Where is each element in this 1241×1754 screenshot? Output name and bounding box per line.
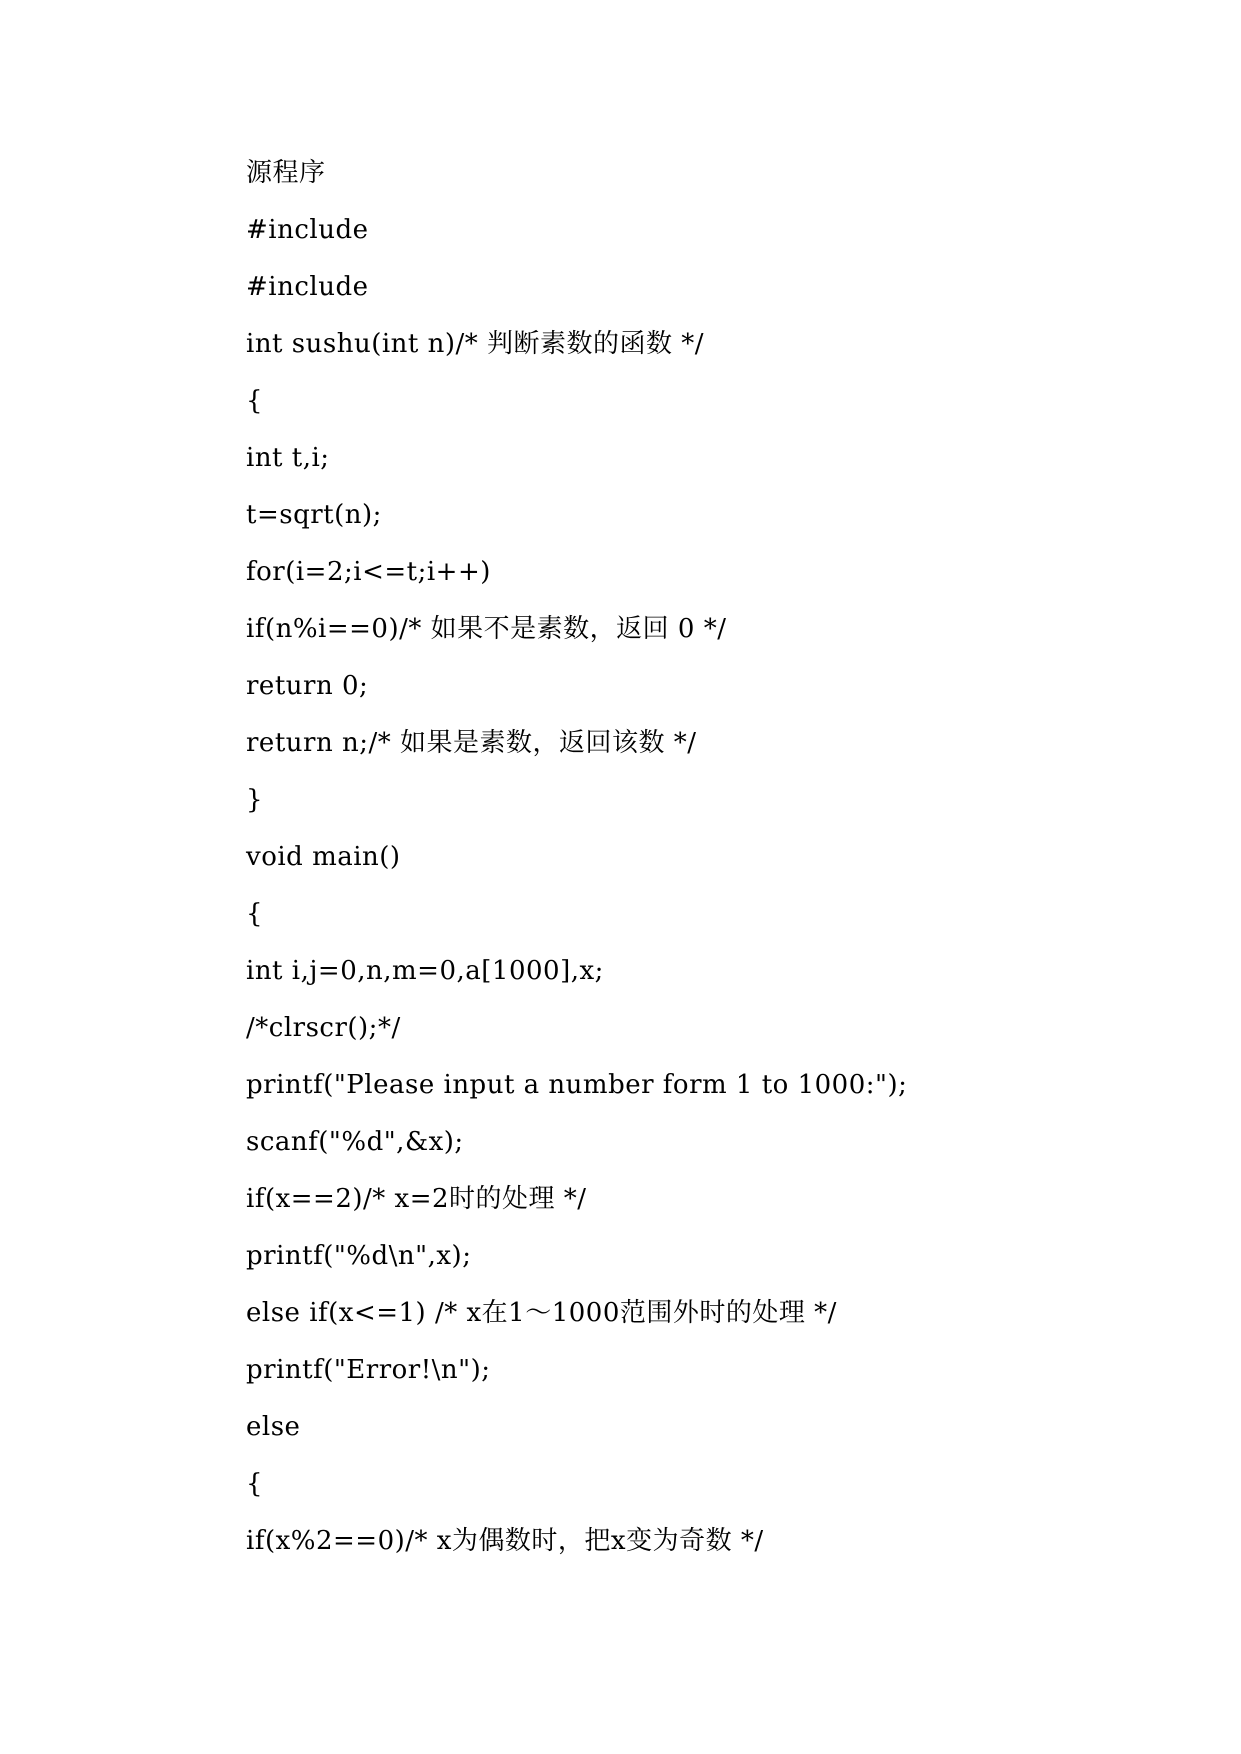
code-line: printf("Error!\n"); — [246, 1355, 491, 1385]
code-line: { — [246, 386, 264, 416]
code-line: else — [246, 1412, 301, 1442]
code-line: printf("Please input a number form 1 to 1000:"); — [246, 1070, 908, 1100]
code-line: { — [246, 899, 264, 929]
document-content — [246, 145, 1146, 1570]
code-line: int sushu(int n)/* 判断素数的函数 */ — [246, 329, 705, 359]
code-line: int t,i; — [246, 443, 330, 473]
code-line: if(x%2==0)/* x为偶数时，把x变为奇数 */ — [246, 1526, 764, 1556]
code-line: t=sqrt(n); — [246, 500, 382, 530]
code-line: else if(x<=1) /* x在1～1000范围外时的处理 */ — [246, 1298, 837, 1328]
code-line: /*clrscr();*/ — [246, 1013, 401, 1043]
code-line: if(n%i==0)/* 如果不是素数，返回 0 */ — [246, 614, 727, 644]
code-line: printf("%d\n",x); — [246, 1241, 472, 1271]
code-line: return 0; — [246, 671, 369, 701]
code-line: int i,j=0,n,m=0,a[1000],x; — [246, 956, 604, 986]
code-line: void main() — [246, 842, 401, 872]
code-line: for(i=2;i<=t;i++) — [246, 557, 491, 587]
code-line: } — [246, 785, 264, 815]
code-line: #include — [246, 215, 369, 245]
code-line: #include — [246, 272, 369, 302]
document-title: 源程序 — [246, 158, 326, 188]
code-line: if(x==2)/* x=2时的处理 */ — [246, 1184, 587, 1214]
code-line: scanf("%d",&x); — [246, 1127, 464, 1157]
code-line: return n;/* 如果是素数，返回该数 */ — [246, 728, 697, 758]
code-line: { — [246, 1469, 264, 1499]
